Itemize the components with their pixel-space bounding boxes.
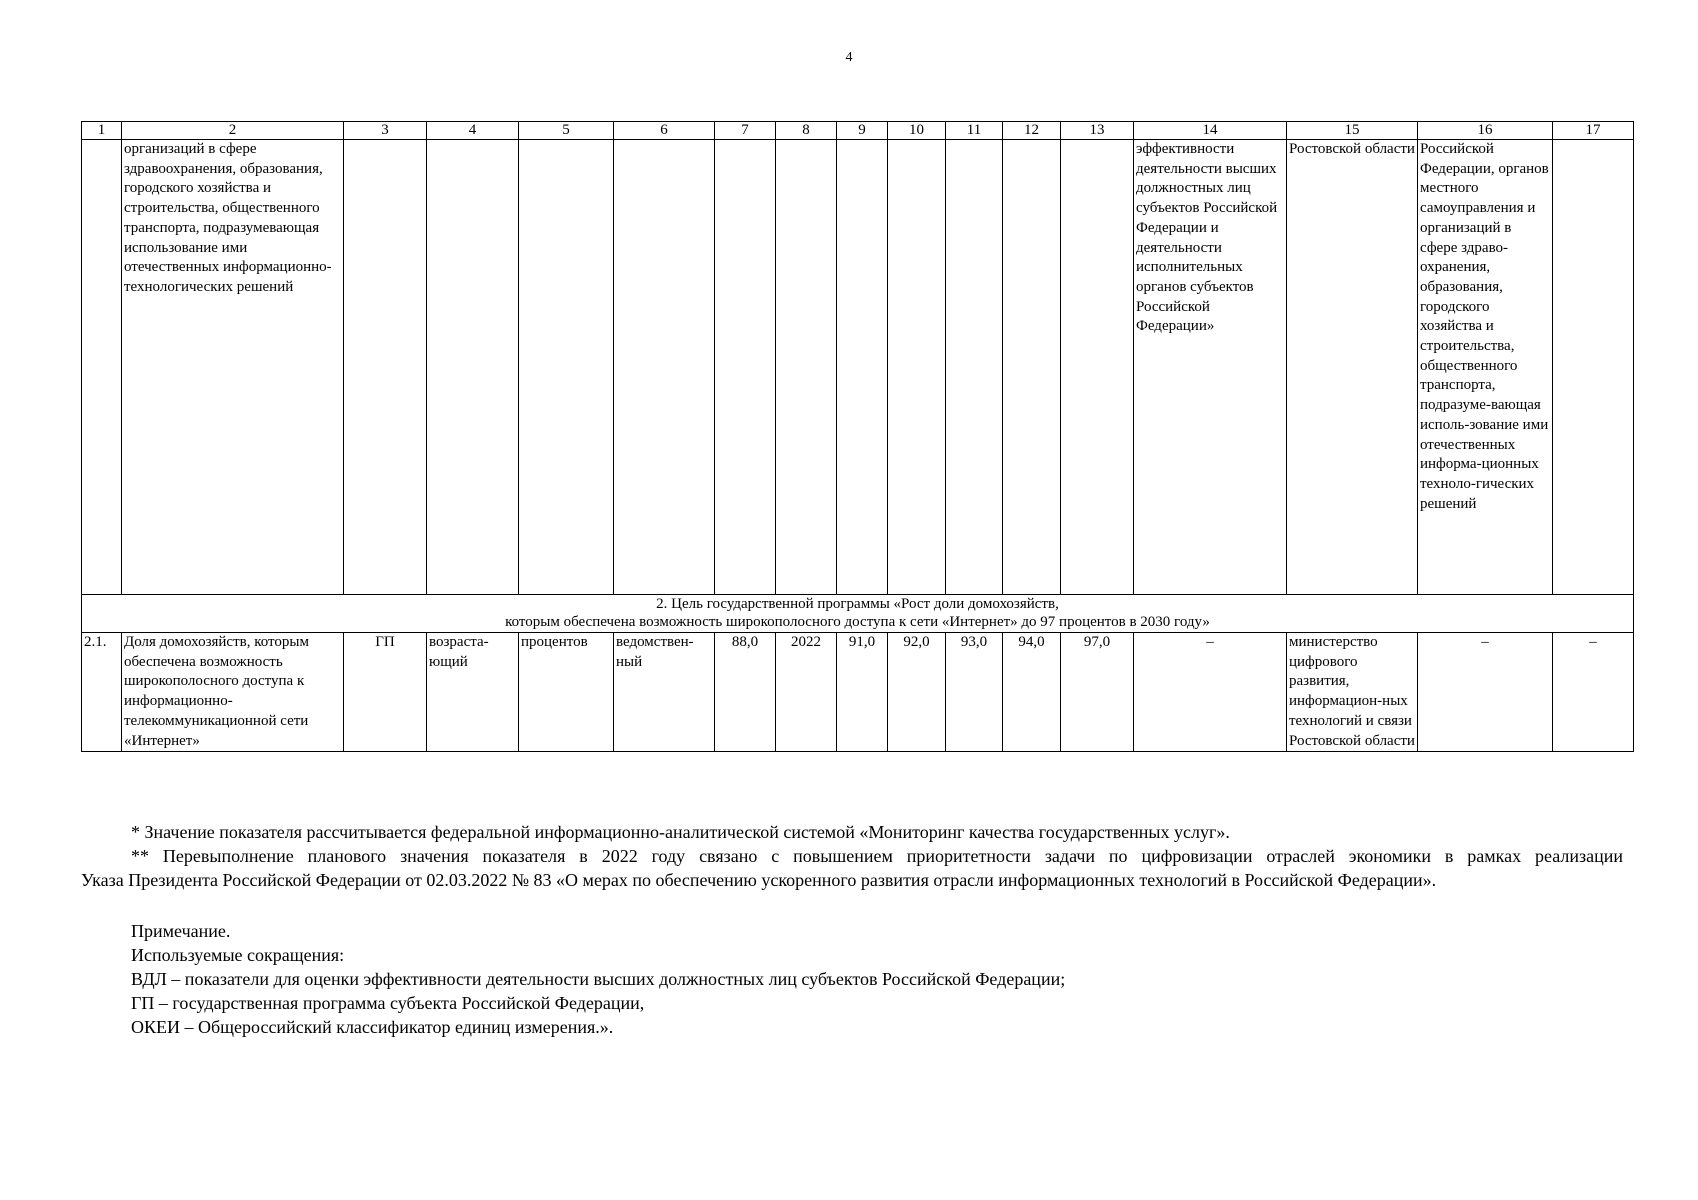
row-number: 2.1. [82, 633, 122, 752]
value-col13: 97,0 [1061, 633, 1134, 752]
value-col12: 94,0 [1003, 633, 1061, 752]
page-number: 4 [845, 50, 853, 65]
col16-dash: – [1418, 633, 1553, 752]
responsible-continued: Ростовской области [1287, 140, 1418, 595]
column-number: 9 [837, 122, 888, 140]
column-number: 11 [946, 122, 1003, 140]
column-number: 2 [122, 122, 344, 140]
indicator-trend: возраста-ющий [427, 633, 519, 752]
col16-continued: Российской Федерации, органов местного самоуправления и организаций в сфере здраво-охранения, образования, городского хозяйства и строительства, общественного транспорта, подразуме-вающая исполь-зование ими отечественных информа-ционных техноло-гических решений [1418, 140, 1553, 595]
indicator-name-continued: организаций в сфере здравоохранения, образования, городского хозяйства и строительства, общественного транспорта, подразумевающая использование ими отечественных информационно-технологических решений [122, 140, 344, 595]
goal-heading [82, 595, 1634, 633]
goal-line-2: которым обеспечена возможность широкополосного доступа к сети «Интернет» до 97 процентов в 2030 году» [505, 614, 1210, 630]
footnote-2-line-1: ** Перевыполнение планового значения показателя в 2022 году связано с повышением приоритетности задачи по цифровизации отраслей экономики в рамках реализации [131, 846, 1623, 866]
footnote-1: * Значение показателя рассчитывается федеральной информационно-аналитической системой «Мониторинг качества государственных услуг». [131, 822, 1230, 842]
responsible-body: министерство цифрового развития, информацион-ных технологий и связи Ростовской области [1287, 633, 1418, 752]
table-row-continuation [82, 140, 1634, 595]
link-to-indicators-continued: эффективности деятельности высших должностных лиц субъектов Российской Федерации и деятельности исполнительных органов субъектов Российской Федерации» [1134, 140, 1287, 595]
col17-dash: – [1553, 633, 1634, 752]
column-number: 10 [888, 122, 946, 140]
base-value: 88,0 [715, 633, 776, 752]
indicator-name: Доля домохозяйств, которым обеспечена возможность широкополосного доступа к информационно-телекоммуникационной сети «Интернет» [122, 633, 344, 752]
column-number: 13 [1061, 122, 1134, 140]
remark-title: Примечание. [131, 921, 231, 941]
column-number: 16 [1418, 122, 1553, 140]
column-number: 5 [519, 122, 614, 140]
abbr-vdl: ВДЛ – показатели для оценки эффективности деятельности высших должностных лиц субъектов Российской Федерации; [131, 969, 1066, 989]
column-number: 7 [715, 122, 776, 140]
table-row-2-1 [82, 633, 1634, 752]
abbreviations-title: Используемые сокращения: [131, 945, 345, 965]
footnote-2-line-2: Указа Президента Российской Федерации от 02.03.2022 № 83 «О мерах по обеспечению ускоренного развития отрасли информационных технологий в Российской Федерации». [81, 870, 1437, 890]
indicator-unit: процентов [519, 633, 614, 752]
column-number: 8 [776, 122, 837, 140]
value-col9: 91,0 [837, 633, 888, 752]
column-number: 1 [82, 122, 122, 140]
abbr-gp: ГП – государственная программа субъекта Российской Федерации, [131, 993, 645, 1013]
value-col11: 93,0 [946, 633, 1003, 752]
column-number: 6 [614, 122, 715, 140]
column-number: 12 [1003, 122, 1061, 140]
goal-line-1: 2. Цель государственной программы «Рост доли домохозяйств, [656, 596, 1059, 612]
column-number: 14 [1134, 122, 1287, 140]
column-number-row [82, 122, 1634, 140]
column-number: 15 [1287, 122, 1418, 140]
column-number: 17 [1553, 122, 1634, 140]
col14-dash: – [1134, 633, 1287, 752]
indicators-table [81, 121, 1634, 752]
indicator-type: ведомствен-ный [614, 633, 715, 752]
value-col10: 92,0 [888, 633, 946, 752]
notes-section [81, 820, 1623, 1039]
goal-row [82, 595, 1634, 633]
column-number: 3 [344, 122, 427, 140]
abbr-okei: ОКЕИ – Общероссийский классификатор единиц измерения.». [131, 1017, 614, 1037]
indicator-level: ГП [344, 633, 427, 752]
column-number: 4 [427, 122, 519, 140]
base-year: 2022 [776, 633, 837, 752]
